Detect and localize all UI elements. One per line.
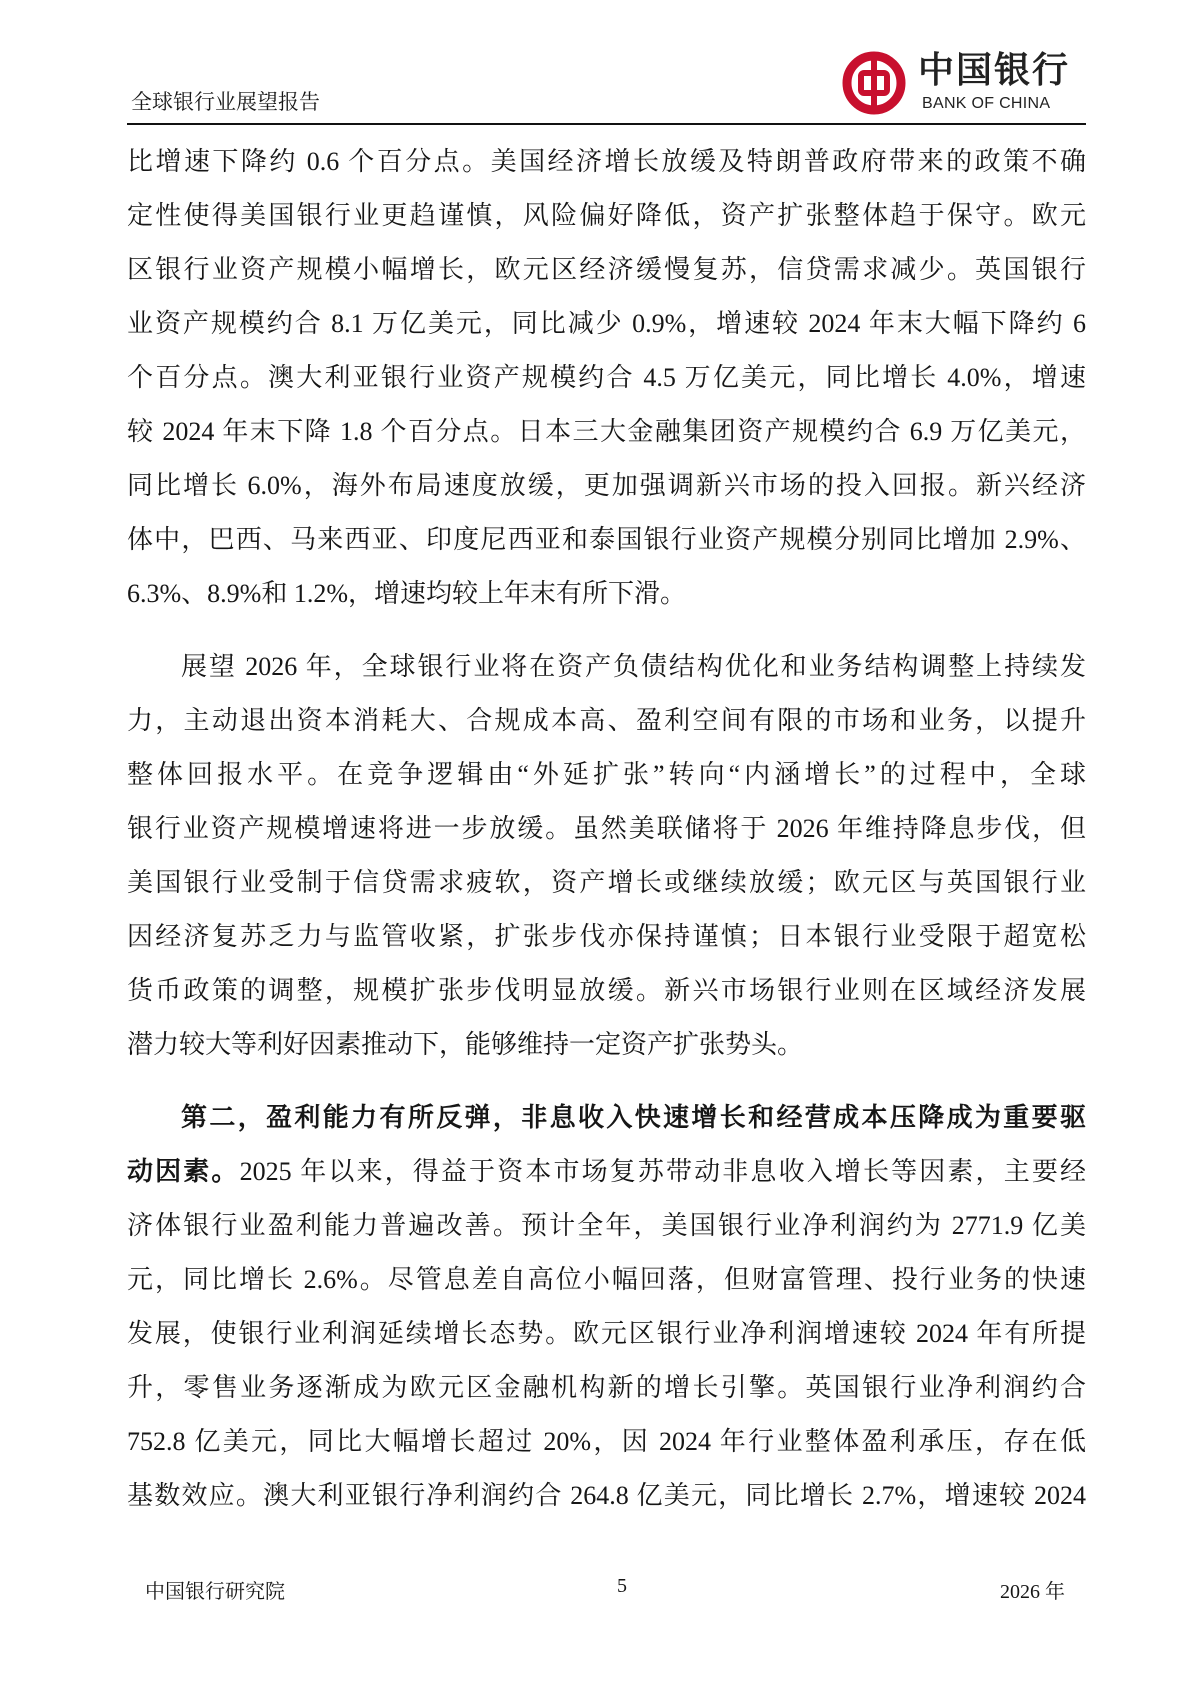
- footer-institute: 中国银行研究院: [145, 1581, 285, 1603]
- text-line: 升，零售业务逐渐成为欧元区金融机构新的增长引擎。英国银行业净利润约合: [127, 1373, 1086, 1402]
- text-line: 个百分点。澳大利亚银行业资产规模约合 4.5 万亿美元，同比增长 4.0%，增速: [127, 363, 1086, 392]
- text-line: 基数效应。澳大利亚银行净利润约合 264.8 亿美元，同比增长 2.7%，增速较 2024: [127, 1481, 1086, 1510]
- text-line: 体中，巴西、马来西亚、印度尼西亚和泰国银行业资产规模分别同比增加 2.9%、: [127, 525, 1086, 554]
- text-line: [127, 1091, 1086, 1145]
- paragraph-outlook-2026: [127, 640, 1086, 1072]
- bank-of-china-logo: [840, 48, 1075, 120]
- text-line: 区银行业资产规模小幅增长，欧元区经济缓慢复苏，信贷需求减少。英国银行: [127, 255, 1086, 284]
- text-line: 比增速下降约 0.6 个百分点。美国经济增长放缓及特朗普政府带来的政策不确: [127, 147, 1086, 176]
- text-line: 潜力较大等利好因素推动下，能够维持一定资产扩张势头。: [127, 1030, 804, 1059]
- text-line: 定性使得美国银行业更趋谨慎，风险偏好降低，资产扩张整体趋于保守。欧元: [127, 201, 1086, 230]
- text-line: 银行业资产规模增速将进一步放缓。虽然美联储将于 2026 年维持降息步伐，但: [127, 814, 1086, 843]
- paragraph-asset-scale: [127, 135, 1086, 621]
- text-line: 货币政策的调整，规模扩张步伐明显放缓。新兴市场银行业则在区域经济发展: [127, 976, 1086, 1005]
- text-line: 元，同比增长 2.6%。尽管息差自高位小幅回落，但财富管理、投行业务的快速: [127, 1265, 1086, 1294]
- text-line: 济体银行业盈利能力普遍改善。预计全年，美国银行业净利润约为 2771.9 亿美: [127, 1211, 1086, 1240]
- text-line: 6.3%、8.9%和 1.2%，增速均较上年末有所下滑。: [127, 579, 686, 608]
- page-number: 5: [617, 1575, 627, 1597]
- report-title: 全球银行业展望报告: [131, 90, 320, 114]
- footer-year: 2026 年: [1000, 1581, 1065, 1603]
- text-line: 同比增长 6.0%，海外布局速度放缓，更加强调新兴市场的投入回报。新兴经济: [127, 471, 1086, 500]
- text-line: 业资产规模约合 8.1 万亿美元，同比减少 0.9%，增速较 2024 年末大幅下降约 6: [127, 309, 1086, 338]
- logo-chinese-text: 中国银行: [918, 49, 1071, 91]
- text-line: [127, 1145, 1086, 1199]
- section-heading: 第二，盈利能力有所反弹，非息收入快速增长和经营成本压降成为重要驱: [181, 1103, 1086, 1132]
- text-line: 752.8 亿美元，同比大幅增长超过 20%，因 2024 年行业整体盈利承压，存在低: [127, 1427, 1086, 1456]
- text-line: 因经济复苏乏力与监管收紧，扩张步伐亦保持谨慎；日本银行业受限于超宽松: [127, 922, 1086, 951]
- text-line: 力，主动退出资本消耗大、合规成本高、盈利空间有限的市场和业务，以提升: [127, 706, 1086, 735]
- text-line: 美国银行业受制于信贷需求疲软，资产增长或继续放缓；欧元区与英国银行业: [127, 868, 1086, 897]
- section-heading-cont: 动因素。: [127, 1157, 240, 1186]
- text-line: 展望 2026 年，全球银行业将在资产负债结构优化和业务结构调整上持续发: [181, 652, 1086, 681]
- bank-logo-icon: [840, 48, 908, 118]
- logo-english-text: BANK OF CHINA: [922, 95, 1051, 112]
- header-divider: [127, 123, 1086, 125]
- text-line: 整体回报水平。在竞争逻辑由“外延扩张”转向“内涵增长”的过程中，全球: [127, 760, 1086, 789]
- paragraph-profitability: [127, 1091, 1086, 1523]
- text-segment: 2025 年以来，得益于资本市场复苏带动非息收入增长等因素，主要经: [239, 1157, 1086, 1186]
- text-line: 发展，使银行业利润延续增长态势。欧元区银行业净利润增速较 2024 年有所提: [127, 1319, 1086, 1348]
- text-line: 较 2024 年末下降 1.8 个百分点。日本三大金融集团资产规模约合 6.9 万亿美元，: [127, 417, 1086, 446]
